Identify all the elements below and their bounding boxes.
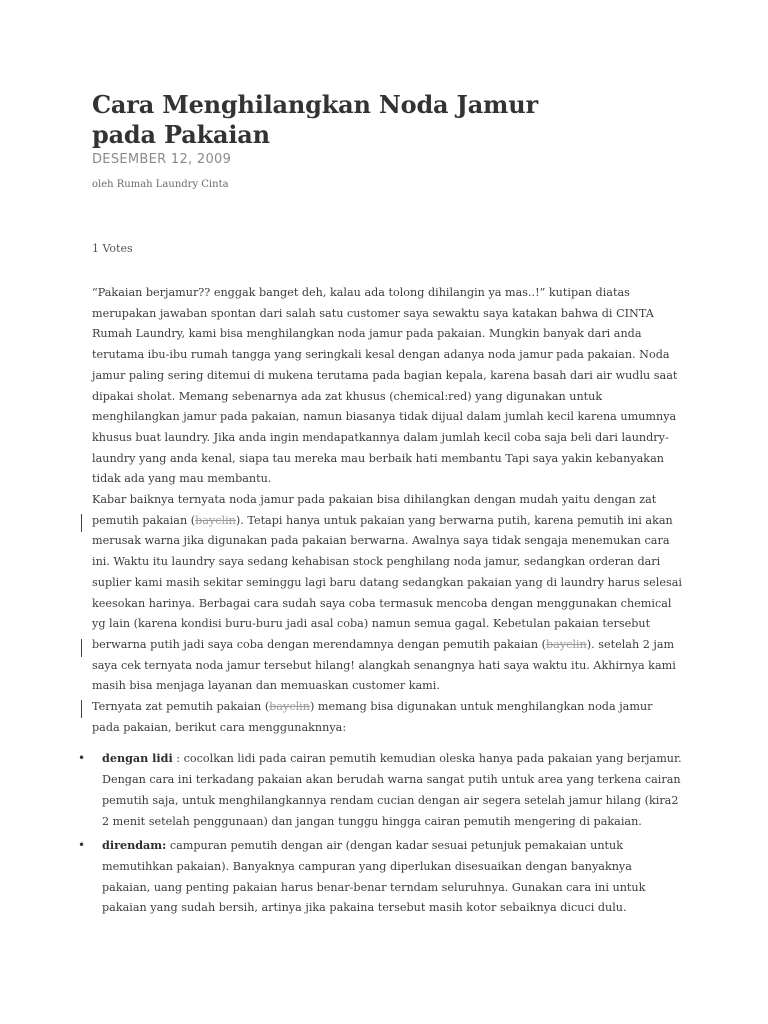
paragraph-discovery (92, 490, 682, 697)
votes-count[interactable]: 1 Votes (92, 242, 133, 255)
method-text: campuran pemutih dengan air (dengan kadar sesuai petunjuk pemakaian untuk memutihkan pakaian). Banyaknya campuran yang diperlukan disesuaikan dengan banyaknya pakaian, uang penting pakaian harus benar-benar terndam seluruhnya. Gunakan cara ini untuk pakaian yang sudah bersih, artinya jika pakaina tersebut masih kotor sebaiknya dicuci dulu. (102, 839, 646, 915)
list-item (78, 835, 682, 919)
method-text: : cocolkan lidi pada cairan pemutih kemudian oleska hanya pada pakaian yang berjamur. Dengan cara ini terkadang pakaian akan berudah warna sangat putih untuk area yang terkena cairan pemutih saja, untuk menghilangkannya rendam cucian dengan air segera setelah jamur hilang (kira2 2 menit setelah penggunaan) dan jangan tunggu hingga cairan pemutih mengering di pakaian. (102, 752, 682, 828)
article-body (78, 283, 682, 922)
text-cursor-mark (81, 639, 82, 657)
text-cursor-mark (81, 514, 82, 532)
paragraph-intro: “Pakaian berjamur?? enggak banget deh, kalau ada tolong dihilangin ya mas..!” kutipan diatas merupakan jawaban spontan dari salah satu customer saya sewaktu saya katakan bahwa di CINTA Rumah Laundry, kami bisa menghilangkan noda jamur pada pakaian. Mungkin banyak dari anda terutama ibu-ibu rumah tangga yang seringkali kesal dengan adanya noda jamur pada pakaian. Noda jamur paling sering ditemui di mukena terutama pada bagian kepala, karena basah dari air wudlu saat dipakai sholat. Memang sebenarnya ada zat khusus (chemical:red) yang digunakan untuk menghilangkan jamur pada pakaian, namun biasanya tidak dijual dalam jumlah kecil karena umumnya khusus buat laundry. Jika anda ingin mendapatkannya dalam jumlah kecil coba saja beli dari laundry-laundry yang anda kenal, siapa tau mereka mau berbaik hati membantu Tapi saya yakin kebanyakan tidak ada yang mau membantu. (92, 286, 678, 486)
bullet-icon: • (78, 838, 86, 853)
paragraph-text: Ternyata zat pemutih pakaian ( (92, 700, 270, 714)
author-byline: oleh Rumah Laundry Cinta (92, 179, 229, 190)
method-label: dengan lidi (102, 751, 173, 766)
paragraph-text: Kabar baiknya ternyata noda jamur pada pakaian bisa dihilangkan dengan mudah yaitu dengan zat pemutih pakaian ( (92, 493, 657, 527)
paragraph-text: ). setelah 2 jam saya cek ternyata noda jamur tersebut hilang! alangkah senangnya hati saya waktu itu. Akhirnya kami masih bisa menjaga layanan dan memuaskan customer kami. (92, 637, 676, 693)
method-label: direndam: (102, 838, 167, 853)
strikethrough-brand: bayclin (269, 700, 310, 714)
list-item (78, 748, 682, 832)
paragraph-text: ) memang bisa digunakan untuk menghilangkan noda jamur pada pakaian, berikut cara menggunaknnya: (92, 700, 653, 734)
article-title: Cara Menghilangkan Noda Jamur pada Pakaian (92, 90, 538, 149)
text-cursor-mark (81, 700, 82, 718)
strikethrough-brand: bayclin (195, 513, 236, 527)
paragraph-howto-intro (92, 697, 682, 738)
paragraph-text: ). Tetapi hanya untuk pakaian yang berwarna putih, karena pemutih ini akan merusak warna jika digunakan pada pakaian berwarna. Awalnya saya tidak sengaja menemukan cara ini. Waktu itu laundry saya sedang kehabisan stock penghilang noda jamur, sedangkan orderan dari suplier kami masih sekitar seminggu lagi baru datang sedangkan pakaian yang di laundry harus selesai keesokan harinya. Berbagai cara sudah saya coba termasuk mencoba dengan menggunakan chemical yg lain (karena kondisi buru-buru jadi asal coba) namun semua gagal. Kebetulan pakaian tersebut berwarna putih jadi saya coba dengan merendamnya dengan pemutih pakaian ( (92, 513, 682, 651)
strikethrough-brand: bayclin (545, 637, 587, 651)
post-date: DESEMBER 12, 2009 (92, 152, 232, 167)
method-list (78, 748, 682, 919)
bullet-icon: • (78, 751, 86, 766)
